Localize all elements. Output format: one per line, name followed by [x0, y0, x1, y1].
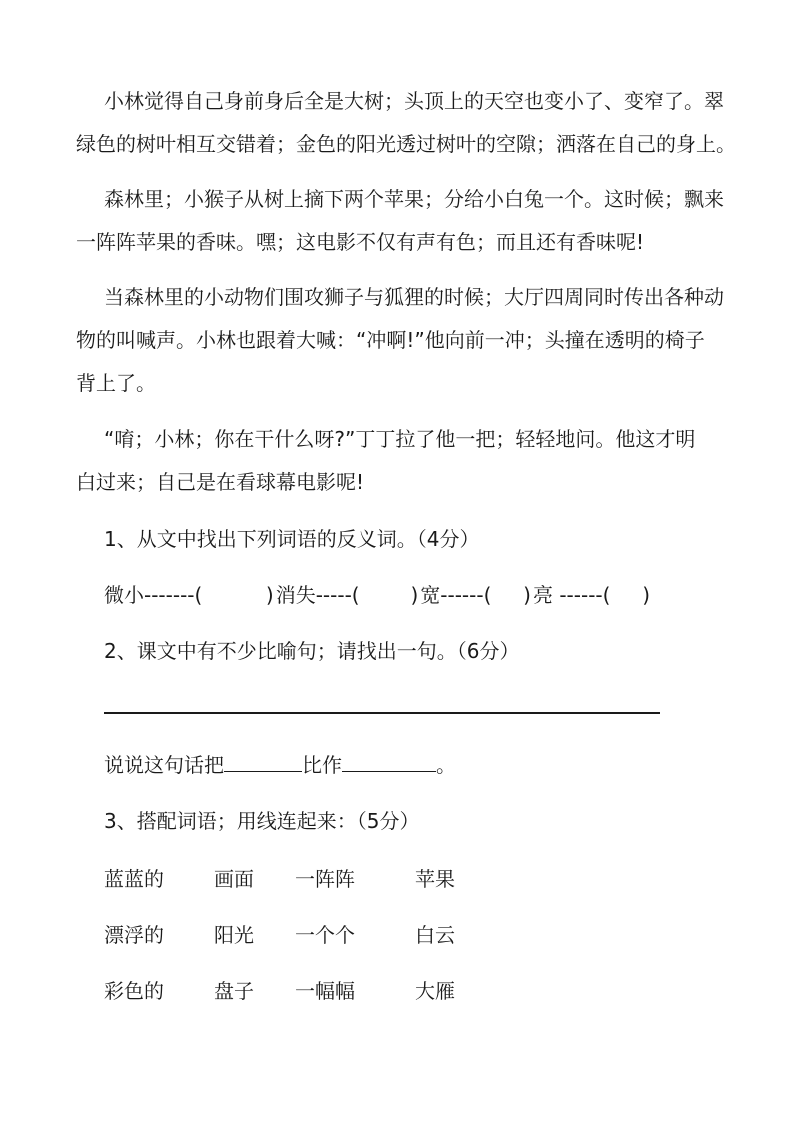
match-word[interactable]: 彩色的 — [104, 979, 164, 1003]
question-1-title: 1、从文中找出下列词语的反义词。（4分） — [104, 527, 480, 551]
passage-line: 背上了。 — [76, 371, 156, 395]
match-word[interactable]: 盘子 — [214, 979, 254, 1003]
antonym-item[interactable]: 亮 ------( ) — [532, 583, 651, 607]
prompt-text: 比作 — [302, 753, 342, 777]
passage-line: 当森林里的小动物们围攻狮子与狐狸的时候；大厅四周同时传出各种动 — [104, 285, 724, 309]
match-word[interactable]: 画面 — [214, 867, 254, 891]
passage-paragraph-1 — [76, 80, 736, 166]
passage-line: 白过来；自己是在看球幕电影呢! — [76, 470, 365, 494]
fill-blank-1[interactable] — [224, 753, 302, 772]
answer-line[interactable] — [104, 712, 660, 714]
match-word[interactable]: 漂浮的 — [104, 923, 164, 947]
prompt-text: 说说这句话把 — [104, 753, 224, 777]
match-word[interactable]: 一个个 — [295, 923, 355, 947]
match-word[interactable]: 一幅幅 — [295, 979, 355, 1003]
antonym-item[interactable]: 宽------( ) — [420, 583, 531, 607]
antonym-item[interactable]: 消失-----( ) — [275, 583, 419, 607]
passage-line: “唷；小林；你在干什么呀?”丁丁拉了他一把；轻轻地问。他这才明 — [104, 427, 696, 451]
match-word[interactable]: 白云 — [415, 923, 455, 947]
antonym-items — [104, 582, 650, 608]
antonym-item[interactable]: 微小-------( ) — [104, 583, 274, 607]
match-word[interactable]: 大雁 — [415, 979, 455, 1003]
passage-line: 绿色的树叶相互交错着；金色的阳光透过树叶的空隙；洒落在自己的身上。 — [76, 132, 736, 156]
question-2-title: 2、课文中有不少比喻句；请找出一句。（6分） — [104, 639, 520, 663]
passage-line: 一阵阵苹果的香味。嘿；这电影不仅有声有色；而且还有香味呢! — [76, 230, 645, 254]
match-word[interactable]: 蓝蓝的 — [104, 867, 164, 891]
fill-blank-2[interactable] — [342, 753, 436, 772]
match-word[interactable]: 阳光 — [214, 923, 254, 947]
passage-line: 物的叫喊声。小林也跟着大喊：“冲啊!”他向前一冲；头撞在透明的椅子 — [76, 328, 705, 352]
passage-paragraph-2 — [76, 178, 726, 264]
passage-paragraph-4 — [76, 418, 726, 504]
passage-paragraph-3 — [76, 276, 726, 405]
passage-line: 森林里；小猴子从树上摘下两个苹果；分给小白兔一个。这时候；飘来 — [104, 187, 724, 211]
prompt-text: 。 — [436, 753, 456, 777]
question-2-prompt — [104, 752, 456, 778]
question-3-title: 3、搭配词语；用线连起来：（5分） — [104, 809, 420, 833]
passage-line: 小林觉得自己身前身后全是大树；头顶上的天空也变小了、变窄了。翠 — [104, 89, 724, 113]
match-word[interactable]: 一阵阵 — [295, 867, 355, 891]
match-word[interactable]: 苹果 — [415, 867, 455, 891]
